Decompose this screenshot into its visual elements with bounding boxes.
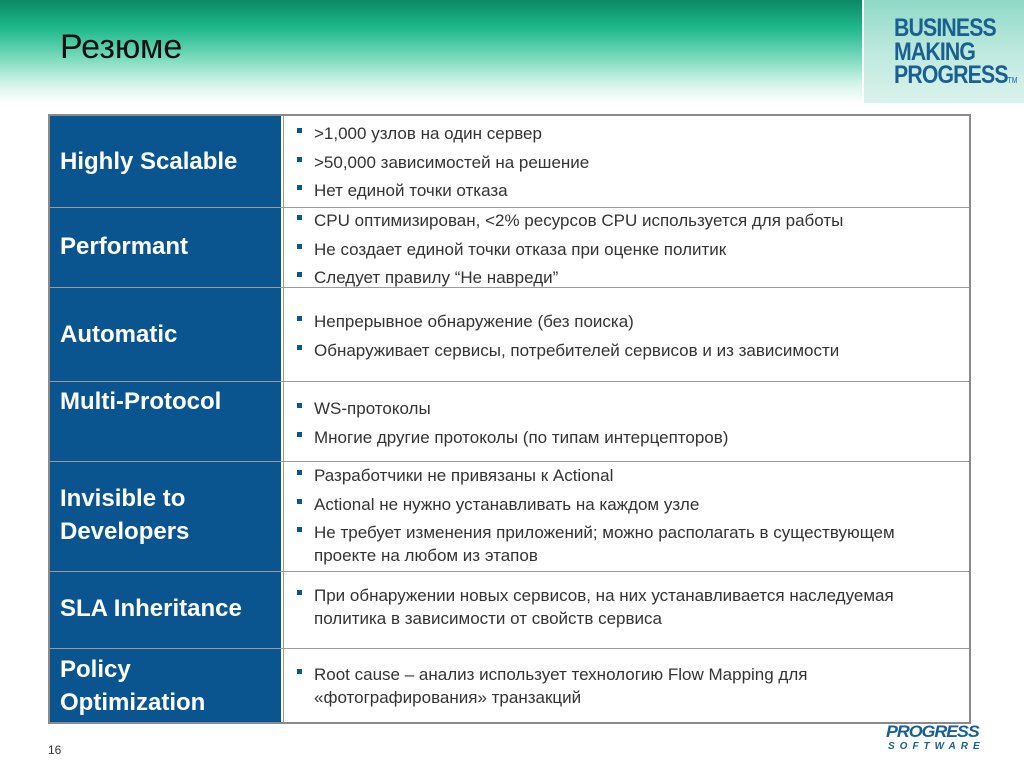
bullet-item xyxy=(294,266,957,289)
row-label: Automatic xyxy=(50,288,283,381)
bullet-text: Не требует изменения приложений; можно располагать в существующем проекте на любом из этапов xyxy=(314,523,895,565)
bullet-item xyxy=(294,521,957,567)
row-label: Performant xyxy=(50,208,283,287)
bullet-square-icon xyxy=(297,157,302,162)
table-row xyxy=(50,382,969,462)
logo-line-3-text: PROGRESS xyxy=(894,61,1008,89)
bullet-text: Следует правилу “Не навреди” xyxy=(314,268,559,287)
table-row xyxy=(50,288,969,382)
row-content xyxy=(283,116,969,207)
bullet-item xyxy=(294,209,957,232)
table-row xyxy=(50,649,969,722)
bullet-item xyxy=(294,584,957,630)
bullet-square-icon xyxy=(297,669,302,674)
bullet-item xyxy=(294,310,957,333)
footer-logo-bottom: SOFTWARE xyxy=(888,741,985,752)
bullet-item xyxy=(294,151,957,174)
logo-line-1: BUSINESS xyxy=(894,14,996,42)
logo-line-2: MAKING xyxy=(894,38,976,66)
bullet-text: Не создает единой точки отказа при оценке политик xyxy=(314,239,727,259)
footer-logo-top: PROGRESS xyxy=(886,722,979,741)
bullet-text: Actional не нужно устанавливать на каждом узле xyxy=(314,494,700,514)
row-content xyxy=(283,208,969,287)
bullet-square-icon xyxy=(297,215,302,220)
page-number: 16 xyxy=(48,743,62,757)
bullet-item xyxy=(294,122,957,145)
bullet-item xyxy=(294,464,957,487)
header-band xyxy=(0,0,862,103)
row-label: Highly Scalable xyxy=(50,116,283,207)
bullet-text: При обнаружении новых сервисов, на них устанавливается наследуемая политика в зависимости от свойств сервиса xyxy=(314,586,894,628)
table-row xyxy=(50,572,969,649)
bullet-text: CPU оптимизирован, <2% ресурсов CPU используется для работы xyxy=(314,211,844,230)
bullet-text: >50,000 зависимостей на решение xyxy=(314,152,590,172)
row-content xyxy=(283,288,969,381)
table-row xyxy=(50,208,969,288)
bullet-text: Непрерывное обнаружение (без поиска) xyxy=(314,312,634,331)
bullet-text: Root cause – анализ использует технологию Flow Mapping для «фотографирования» транзакций xyxy=(314,665,808,707)
bullet-item xyxy=(294,339,957,362)
bullet-square-icon xyxy=(297,244,302,249)
summary-table xyxy=(48,114,971,724)
bullet-square-icon xyxy=(297,185,302,190)
bullet-square-icon xyxy=(297,527,302,532)
bullet-item xyxy=(294,493,957,516)
bullet-square-icon xyxy=(297,403,302,408)
bullet-square-icon xyxy=(297,272,302,277)
brand-logo xyxy=(862,0,1024,103)
bullet-item xyxy=(294,179,957,202)
bullet-square-icon xyxy=(297,470,302,475)
bullet-square-icon xyxy=(297,316,302,321)
row-content xyxy=(283,572,969,648)
slide-title: Резюме xyxy=(60,28,183,66)
bullet-text: WS-протоколы xyxy=(314,399,431,418)
bullet-square-icon xyxy=(297,432,302,437)
bullet-text: Разработчики не привязаны к Actional xyxy=(314,466,614,485)
bullet-item xyxy=(294,426,957,449)
bullet-square-icon xyxy=(297,499,302,504)
bullet-item xyxy=(294,663,957,709)
bullet-square-icon xyxy=(297,590,302,595)
row-content xyxy=(283,649,969,722)
row-label: Policy Optimization xyxy=(50,649,283,722)
footer-logo xyxy=(884,722,996,754)
row-content xyxy=(283,462,969,571)
logo-line-3 xyxy=(894,61,1017,90)
bullet-text: Многие другие протоколы (по типам интерцепторов) xyxy=(314,427,729,447)
bullet-item xyxy=(294,238,957,261)
bullet-text: >1,000 узлов на один сервер xyxy=(314,124,542,143)
bullet-square-icon xyxy=(297,128,302,133)
row-content xyxy=(283,382,969,461)
table-row xyxy=(50,462,969,572)
bullet-square-icon xyxy=(297,345,302,350)
bullet-text: Нет единой точки отказа xyxy=(314,181,508,200)
trademark: TM xyxy=(1007,76,1018,85)
row-label: Invisible to Developers xyxy=(50,462,283,571)
bullet-text: Обнаруживает сервисы, потребителей сервисов и из зависимости xyxy=(314,340,840,360)
row-label: Multi-Protocol xyxy=(50,382,283,461)
table-row xyxy=(50,116,969,208)
bullet-item xyxy=(294,397,957,420)
row-label: SLA Inheritance xyxy=(50,572,283,648)
